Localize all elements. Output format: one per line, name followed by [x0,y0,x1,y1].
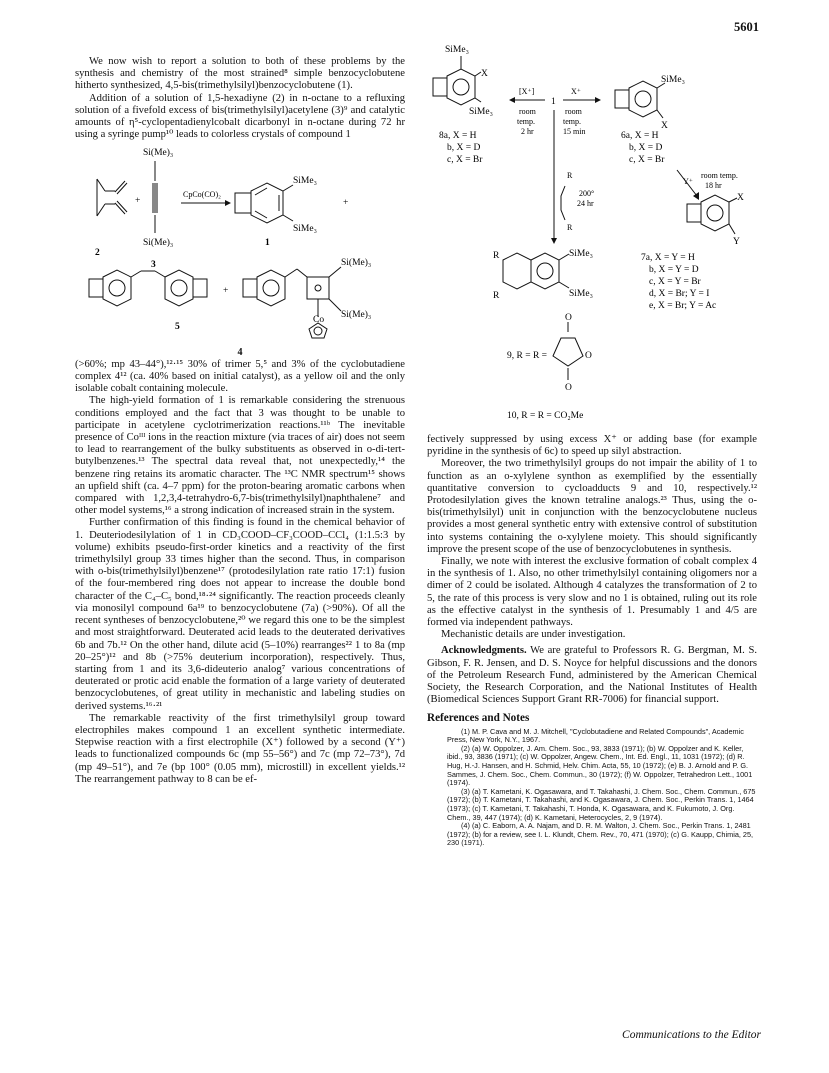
structure-3 [153,161,157,233]
compound-1-label: 1 [551,97,556,107]
structure-6 [615,81,665,118]
oxygen-label: O [565,313,572,323]
sime3-label: SiMe₃ [445,45,469,55]
sime3-label: SiMe₃ [661,75,685,85]
plus-sign: + [135,196,141,207]
label-8a: 8a, X = H [439,131,477,141]
oxygen-label: O [565,383,572,393]
reference-item: (3) (a) T. Kametani, K. Ogasawara, and T. Takahashi, J. Chem. Soc., Chem. Commun., 675 (1972); (b) T. Kametani, T. Takahashi, and K. Ogasawara, J. Chem. Soc., Perkin Trans. 1, 1464 (1973); (c) T. Kametani, T. Takahashi, T. Honda, K. Ogasawara, and K. Fukumoto, J. Org. Chem., 39, 447 (1974); (d) K. Kametani, Heterocycles, 2, 9 (1974). [447,786,756,822]
oxygen-label: O [585,351,592,361]
label-7c: c, X = Y = Br [649,277,701,287]
x-label: X [481,69,488,79]
ack-heading: Acknowledgments. [441,645,527,657]
structure-4 [243,267,341,338]
anhydride [553,322,583,366]
references-title: References and Notes [427,712,530,725]
reference-item: (2) (a) W. Oppolzer, J. Am. Chem. Soc., 93, 3833 (1971); (b) W. Oppolzer and K. Keller, ibid., 93, 3836 (1971); (c) W. Oppolzer, Angew. Chem., Int. Ed. Engl., 11, 1031 (1972); (d) R. Hug, H.-J. Hansen, and H. Schmid, Helv. Chim. Acta, 55, 10 (1972); (e) B. J. Arnold and P. G. Sammes, J. Chem. Soc., Chem. Commun., 30 (1972); (f) W. Oppolzer, Tetrahedron Lett., 1001 (1974). [447,743,753,788]
xplus-label: X⁺ [571,87,581,96]
page-number: 5601 [734,20,759,34]
plus-sign: + [343,198,349,209]
ack-body: We are grateful to Professors R. G. Bergman, M. S. Gibson, F. R. Jensen, and D. S. Noyce for helpful discussions and the donors of the Petroleum Research Fund, administered by the American Chemical Society, the Research Corporation, and the National Institutes of Health (Biomedical Sciences Support Grant RR-7006) for financial support. [427,645,757,706]
structure-5 [89,270,207,306]
label-6b: b, X = D [629,143,663,153]
compound-7-labels [641,253,716,311]
label-10: 10, R = R = CO₂Me [507,411,584,421]
footer: Communications to the Editor [622,1029,761,1041]
paragraph: Moreover, the two trimethylsilyl groups do not impair the ability of 1 to function as an o-xylylene synthon as exemplified by the essentially quantitative conversion to cycloadducts 9 and 10, respectively.¹² Protodesilylation gives the known tetraline analogs.²³ Thus, using the o-bis(trimethylsilyl) unit in conjunction with the benzocyclobutene nucleus provides a most general synthetic entry with extensive control of substitution into systems containing the o-xylylene moiety. This should significantly improve the present scope of the use of benzocyclobutenes in synthesis. [427,458,757,555]
reagent-label: CpCo(CO)₂ [183,190,221,200]
label-2: 2 [95,248,100,259]
y-label: Y [733,237,740,247]
paragraph: fectively suppressed by using excess X⁺ or adding base (for example pyridine in the synthesis of 6c) to speed up silyl abstraction. [427,434,757,458]
label-7a: 7a, X = Y = H [641,253,695,263]
cond-right: temp. [563,117,581,126]
paragraph: (>60%; mp 43–44°),¹²·¹⁵ 30% of trimer 5,⁵ and 3% of the cyclobutadiene complex 4¹² (ca. 40% based on initial catalyst), as a yellow oil and the only isolable cobalt containing molecule. [75,358,405,395]
paragraph: Further confirmation of this finding is found in the chemical behavior of 1. Deuteriodesilylation of 1 in CD₃COOD–CF₃COOD–CCl₄ (1:1.5:3 by volume) exhibits pseudo-first-order kinetics and a reactivity of the first trimethylsilyl group 33 times higher than the second. Thus, in comparison with o-bis(trimethylsilyl)benzene¹⁷ (protodesilylation rate ratio 17:1) fusion of the four-membered ring does not appear to increase the double bond character of the C₄–C₅ bond,¹⁸·²⁴ significantly. The reaction proceeds cleanly via monosilyl compound 6a¹⁹ to benzocyclobutene (7a) (>90%). Of all the recent syntheses of benzocyclobutene,²⁰ we regard this one to be the simplest and most straightforward. Deuterated acid leads to the deuterated derivatives 6b and 7b.¹² On the other hand, dilute acid (5–10%) rearranges²² 1 to 8a (mp 20–25°)¹² and 8b (>75% deuterium incorporation), respectively. Thus, starting from 1 and its 3,6-dideuterio analog⁷ various concentrations of deuterated or protic acid enable the formation of a large variety of deuterated benzocyclobutenes, of great utility in mechanistic and labeling studies on derived systems.¹⁶·²¹ [75,517,405,712]
reference-item: (1) M. P. Cava and M. J. Mitchell, "Cyclobutadiene and Related Compounds", Academic Press, New York, N.Y., 1967. [447,726,744,745]
sime3-label: Si(Me)₃ [341,258,372,269]
label-7e: e, X = Br; Y = Ac [649,301,717,311]
structure-7 [687,195,737,234]
cond-rt: room temp. [701,171,738,180]
left-column [75,56,405,786]
label-7d: d, X = Br; Y = I [649,289,710,299]
acknowledgments [427,645,757,706]
sime3-label: Si(Me)₃ [143,148,174,159]
paragraph: The high-yield formation of 1 is remarkable considering the strenuous conditions employed and the fact that 3 was thought to be unable to participate in acetylene cyclotrimerization reactions.¹¹ᵇ The inevitable presence of Coᴵᴵᴵ ions in the reaction mixture (via traces of air) does not seem to lead to rearrangement of the bulky substituents as observed in o-di-tert-butylbenzenes.¹³ The spectral data reveal that, not unexpectedly,¹⁴ the benzene ring retains its aromatic character. The ¹³C NMR spectrum¹⁵ shows an upfield shift (ca. 4–7 ppm) for the proton-bearing aromatic carbons when compared with 1,2,3,4-tetrahydro-6,7-bis(trimethylsilyl)naphthalene⁷ and other model systems,¹⁶ a strong indication of increased strain in the system. [75,395,405,517]
right-column [427,434,757,848]
label-7b: b, X = Y = D [649,265,699,275]
label-8b: b, X = D [447,143,481,153]
label-8c: c, X = Br [447,155,483,165]
r-label: R [567,171,573,180]
label-6c: c, X = Br [629,155,665,165]
label-5: 5 [175,322,180,333]
cobalt-label: Co [313,315,325,326]
structure-2 [97,179,127,216]
paragraph: The remarkable reactivity of the first trimethylsilyl group toward electrophiles makes compound 1 an excellent synthetic intermediate. Stepwise reaction with a first electrophile (X⁺) followed by a second (Y⁺) leads to functionalized compounds 6c (mp 55–56°) and 7c (mp 72–73°), 7d (mp 49–51°), and 7e (bp 100° (0.05 mm), microstill) in excellent yields.¹² The rearrangement pathway to 8 can be ef- [75,712,405,785]
cond-left: 2 hr [521,127,534,136]
sime3-label: SiMe₃ [293,224,317,235]
structure-1 [235,183,293,223]
sime3-label: Si(Me)₃ [143,238,174,249]
structure-9 [503,253,569,289]
cond-right: room [565,107,582,116]
paragraph: Finally, we note with interest the exclusive formation of cobalt complex 4 in the synthesis of 1. Also, no other trimethylsilyl containing oligomers nor a dimer of 2 could be isolated. Although 4 catalyzes the transformation of 2 to 5, the rate of this process is very slow and no 1 is obtained, ruling out its role as the effective catalyst in the synthesis of 1. Presumably 1 and 4/5 are formed via independent pathways. [427,556,757,629]
sime3-label: SiMe₃ [569,289,593,299]
label-9: 9, R = R = [507,351,548,361]
paragraph: We now wish to report a solution to both of these problems by the synthesis and chemistry of the most strained⁸ simple benzocyclobutene hitherto synthesized, 4,5-bis(trimethylsilyl)benzocyclobutene (1). [75,56,405,92]
compound-8-labels [439,131,483,165]
r-label: R [493,291,500,301]
cond-200: 24 hr [577,199,594,208]
label-3: 3 [151,260,156,271]
sime3-label: SiMe₃ [293,176,317,187]
sime3-label: SiMe₃ [469,107,493,117]
cond-left: room [519,107,536,116]
reference-item: (4) (a) C. Eaborn, A. A. Najam, and D. R. M. Walton, J. Chem. Soc., Perkin Trans. 1, 2481 (1972); (b) for a review, see I. L. Klundt, Chem. Rev., 70, 471 (1970); (c) G. Kaupp, Chimia, 25, 230 (1971). [447,821,754,848]
x-label: X [661,121,668,131]
xplus-bracket-label: [X⁺] [519,87,535,96]
scheme-2 [425,38,765,428]
structure-8 [433,56,481,105]
cond-rt: 18 hr [705,181,722,190]
paragraph: Mechanistic details are under investigation. [441,629,626,641]
sime3-label: SiMe₃ [569,249,593,259]
scheme-1 [75,141,405,346]
paragraph: Addition of a solution of 1,5-hexadiyne (2) in n-octane to a refluxing solution of a fivefold excess of bis(trimethylsilyl)acetylene (3)⁹ and catalytic amounts of η⁵-cyclopentadienylcobalt dicarbonyl in n-octane during 72 hr using a syringe pump¹⁰ leads to colorless crystals of compound 1 [75,92,405,141]
label-1: 1 [265,238,270,249]
r-label: R [567,223,573,232]
cond-right: 15 min [563,127,586,136]
x-label: X [737,193,744,203]
label-4: 4 [237,346,243,358]
yplus-label: Y⁺ [683,177,693,186]
cond-200: 200° [579,189,595,198]
cond-left: temp. [517,117,535,126]
plus-sign: + [223,286,229,297]
label-6a: 6a, X = H [621,131,659,141]
r-label: R [493,251,500,261]
sime3-label: Si(Me)₃ [341,310,372,321]
